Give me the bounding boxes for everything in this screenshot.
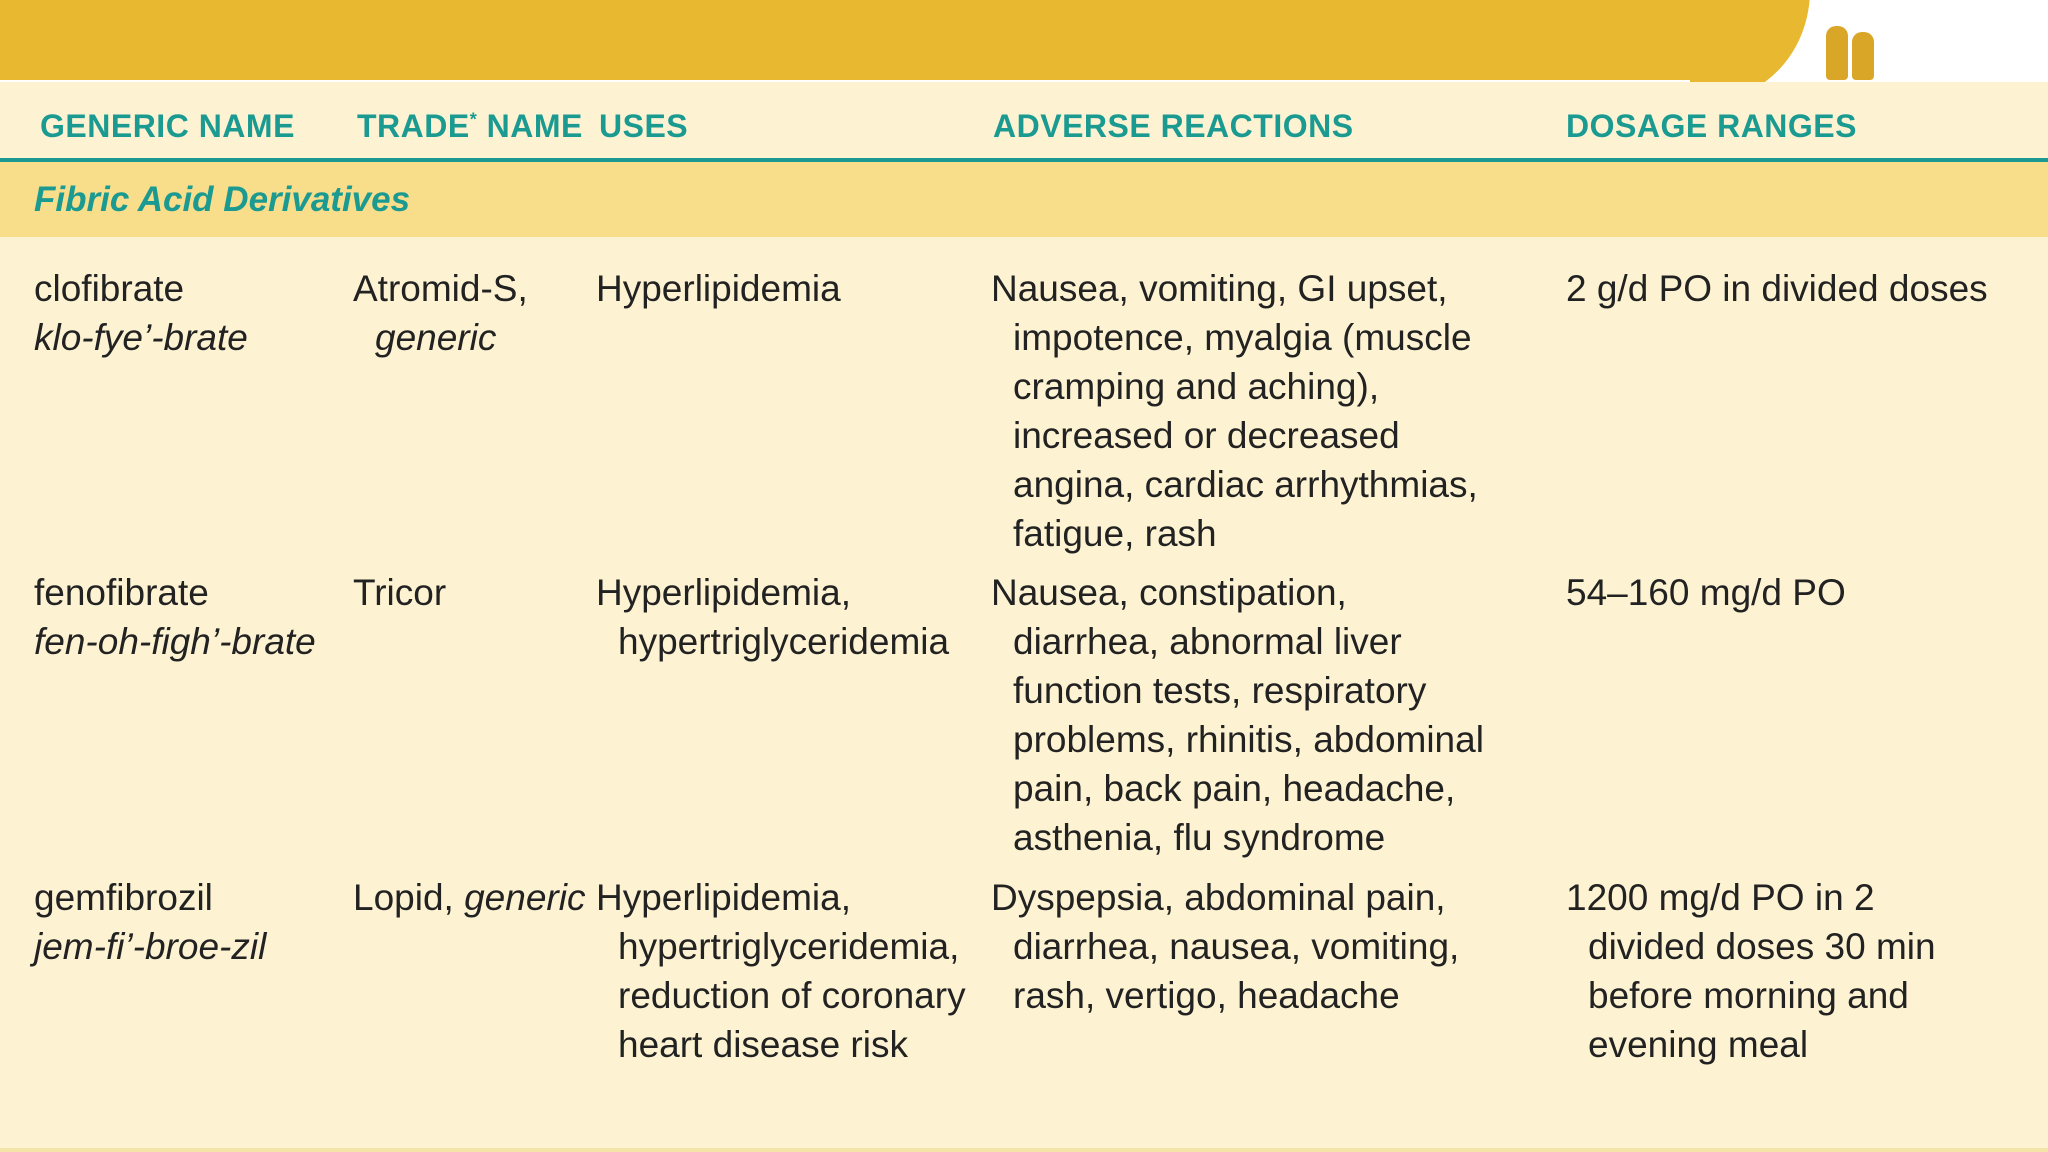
- table-header-row: [0, 82, 2048, 162]
- trade-name: Atromid-S,: [353, 268, 528, 309]
- drug-table: [0, 82, 2048, 1152]
- header-dosage-ranges: DOSAGE RANGES: [1566, 108, 1857, 144]
- trade-name: Tricor: [353, 572, 447, 613]
- trade-name: Lopid, generic: [353, 877, 586, 918]
- pronunciation: klo-fye’-brate: [34, 317, 248, 358]
- trade-generic: generic: [464, 877, 586, 918]
- pronunciation: fen-oh-figh’-brate: [34, 621, 316, 662]
- pronunciation: jem-fi’-broe-zil: [34, 926, 267, 967]
- table-row-adverse-cell: Nausea, constipation, diarrhea, abnormal liver function tests, respiratory problems, rhinitis, abdominal pain, back pain, headache, asthenia, flu syndrome: [991, 572, 1484, 858]
- table-row-dosage-cell: 54–160 mg/d PO: [1566, 572, 1846, 613]
- table-row-generic-cell: [34, 568, 334, 666]
- table-row-uses-cell: Hyperlipidemia: [596, 268, 841, 309]
- table-row-generic-cell: [34, 873, 334, 971]
- generic-name: clofibrate: [34, 268, 185, 309]
- table-row-uses-cell: Hyperlipidemia, hypertriglyceridemia: [596, 572, 950, 662]
- header-adverse-reactions: ADVERSE REACTIONS: [993, 108, 1354, 144]
- table-row-trade-cell: [353, 873, 593, 922]
- trade-generic: generic: [375, 317, 497, 358]
- table-row-dosage-cell: 2 g/d PO in divided doses: [1566, 268, 1988, 309]
- section-title: Fibric Acid Derivatives: [34, 180, 411, 219]
- header-uses: USES: [599, 108, 689, 144]
- table-row-trade-cell: [353, 264, 583, 362]
- table-row-dosage-cell: 1200 mg/d PO in 2 divided doses 30 min before morning and evening meal: [1566, 877, 1936, 1065]
- generic-name: fenofibrate: [34, 572, 209, 613]
- table-row-generic-cell: [34, 264, 334, 362]
- table-row-adverse-cell: Nausea, vomiting, GI upset, impotence, myalgia (muscle cramping and aching), increased or decreased angina, cardiac arrhythmias, fatigue, rash: [991, 268, 1478, 554]
- table-row-uses-cell: Hyperlipidemia, hypertriglyceridemia, reduction of coronary heart disease risk: [596, 877, 966, 1065]
- section-band: [0, 162, 2048, 237]
- table-row-adverse-cell: Dyspepsia, abdominal pain, diarrhea, nausea, vomiting, rash, vertigo, headache: [991, 877, 1460, 1016]
- header-trade-name: TRADE* NAME: [357, 108, 583, 144]
- generic-name: gemfibrozil: [34, 877, 213, 918]
- publisher-logo-icon: [1820, 22, 1880, 80]
- table-row-trade-cell: [353, 568, 583, 617]
- table-bottom-rule: [0, 1148, 2048, 1152]
- header-generic-name: GENERIC NAME: [40, 108, 295, 144]
